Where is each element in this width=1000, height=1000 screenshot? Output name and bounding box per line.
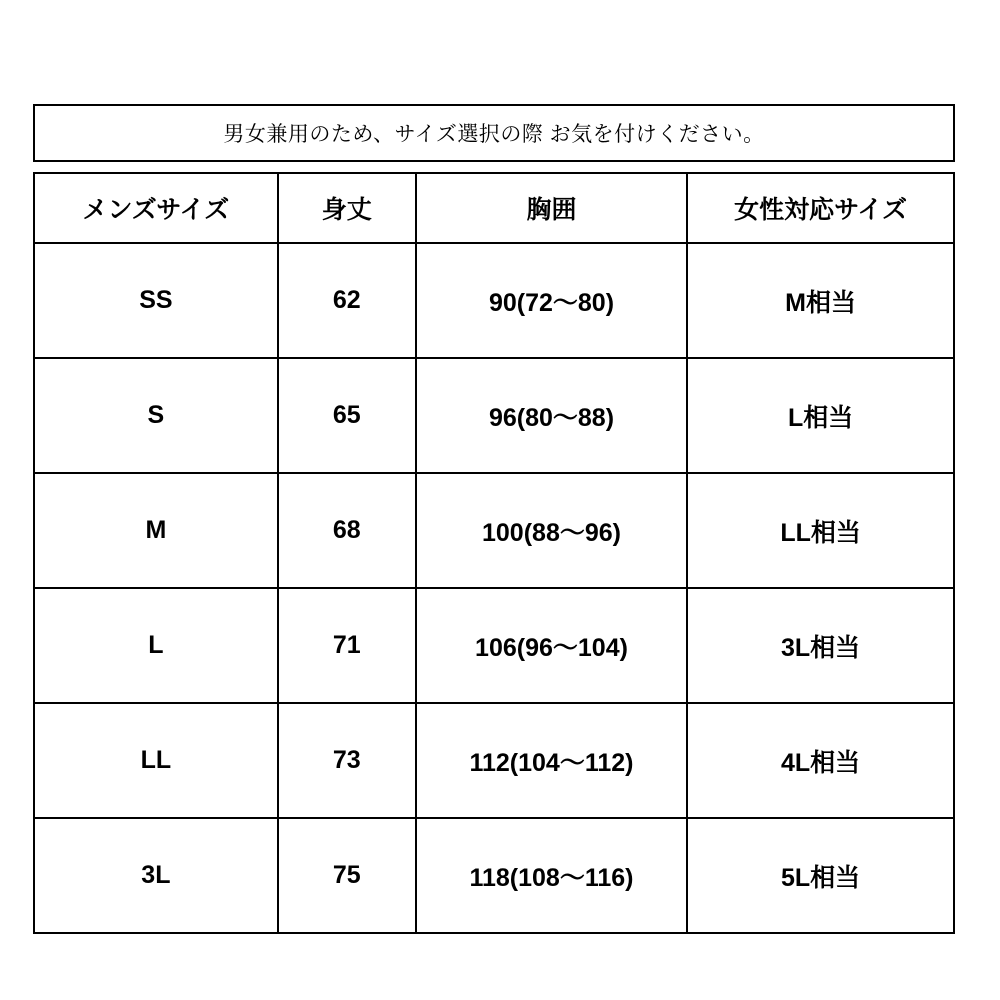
table-row — [34, 243, 954, 358]
cell-body-length: 75 — [278, 818, 416, 933]
cell-womens-size: L相当 — [687, 358, 954, 473]
cell-chest: 90(72〜80) — [416, 243, 687, 358]
notice-banner — [33, 104, 955, 162]
cell-body-length: 73 — [278, 703, 416, 818]
cell-chest: 118(108〜116) — [416, 818, 687, 933]
cell-chest: 112(104〜112) — [416, 703, 687, 818]
cell-womens-size: LL相当 — [687, 473, 954, 588]
cell-mens-size: S — [34, 358, 278, 473]
column-header-body-length: 身丈 — [278, 173, 416, 243]
cell-womens-size: 5L相当 — [687, 818, 954, 933]
cell-mens-size: LL — [34, 703, 278, 818]
cell-mens-size: SS — [34, 243, 278, 358]
cell-body-length: 68 — [278, 473, 416, 588]
column-header-womens-size: 女性対応サイズ — [687, 173, 954, 243]
table-header-row — [34, 173, 954, 243]
cell-body-length: 62 — [278, 243, 416, 358]
cell-chest: 96(80〜88) — [416, 358, 687, 473]
cell-chest: 106(96〜104) — [416, 588, 687, 703]
column-header-mens-size: メンズサイズ — [34, 173, 278, 243]
cell-body-length: 65 — [278, 358, 416, 473]
column-header-chest: 胸囲 — [416, 173, 687, 243]
table-row — [34, 818, 954, 933]
cell-womens-size: 4L相当 — [687, 703, 954, 818]
size-table — [33, 172, 955, 934]
cell-mens-size: 3L — [34, 818, 278, 933]
cell-mens-size: L — [34, 588, 278, 703]
size-chart-container — [33, 104, 955, 934]
table-row — [34, 358, 954, 473]
cell-womens-size: M相当 — [687, 243, 954, 358]
table-row — [34, 588, 954, 703]
cell-womens-size: 3L相当 — [687, 588, 954, 703]
table-row — [34, 703, 954, 818]
cell-body-length: 71 — [278, 588, 416, 703]
cell-mens-size: M — [34, 473, 278, 588]
table-row — [34, 473, 954, 588]
cell-chest: 100(88〜96) — [416, 473, 687, 588]
notice-text: 男女兼用のため、サイズ選択の際 お気を付けください。 — [223, 123, 765, 146]
